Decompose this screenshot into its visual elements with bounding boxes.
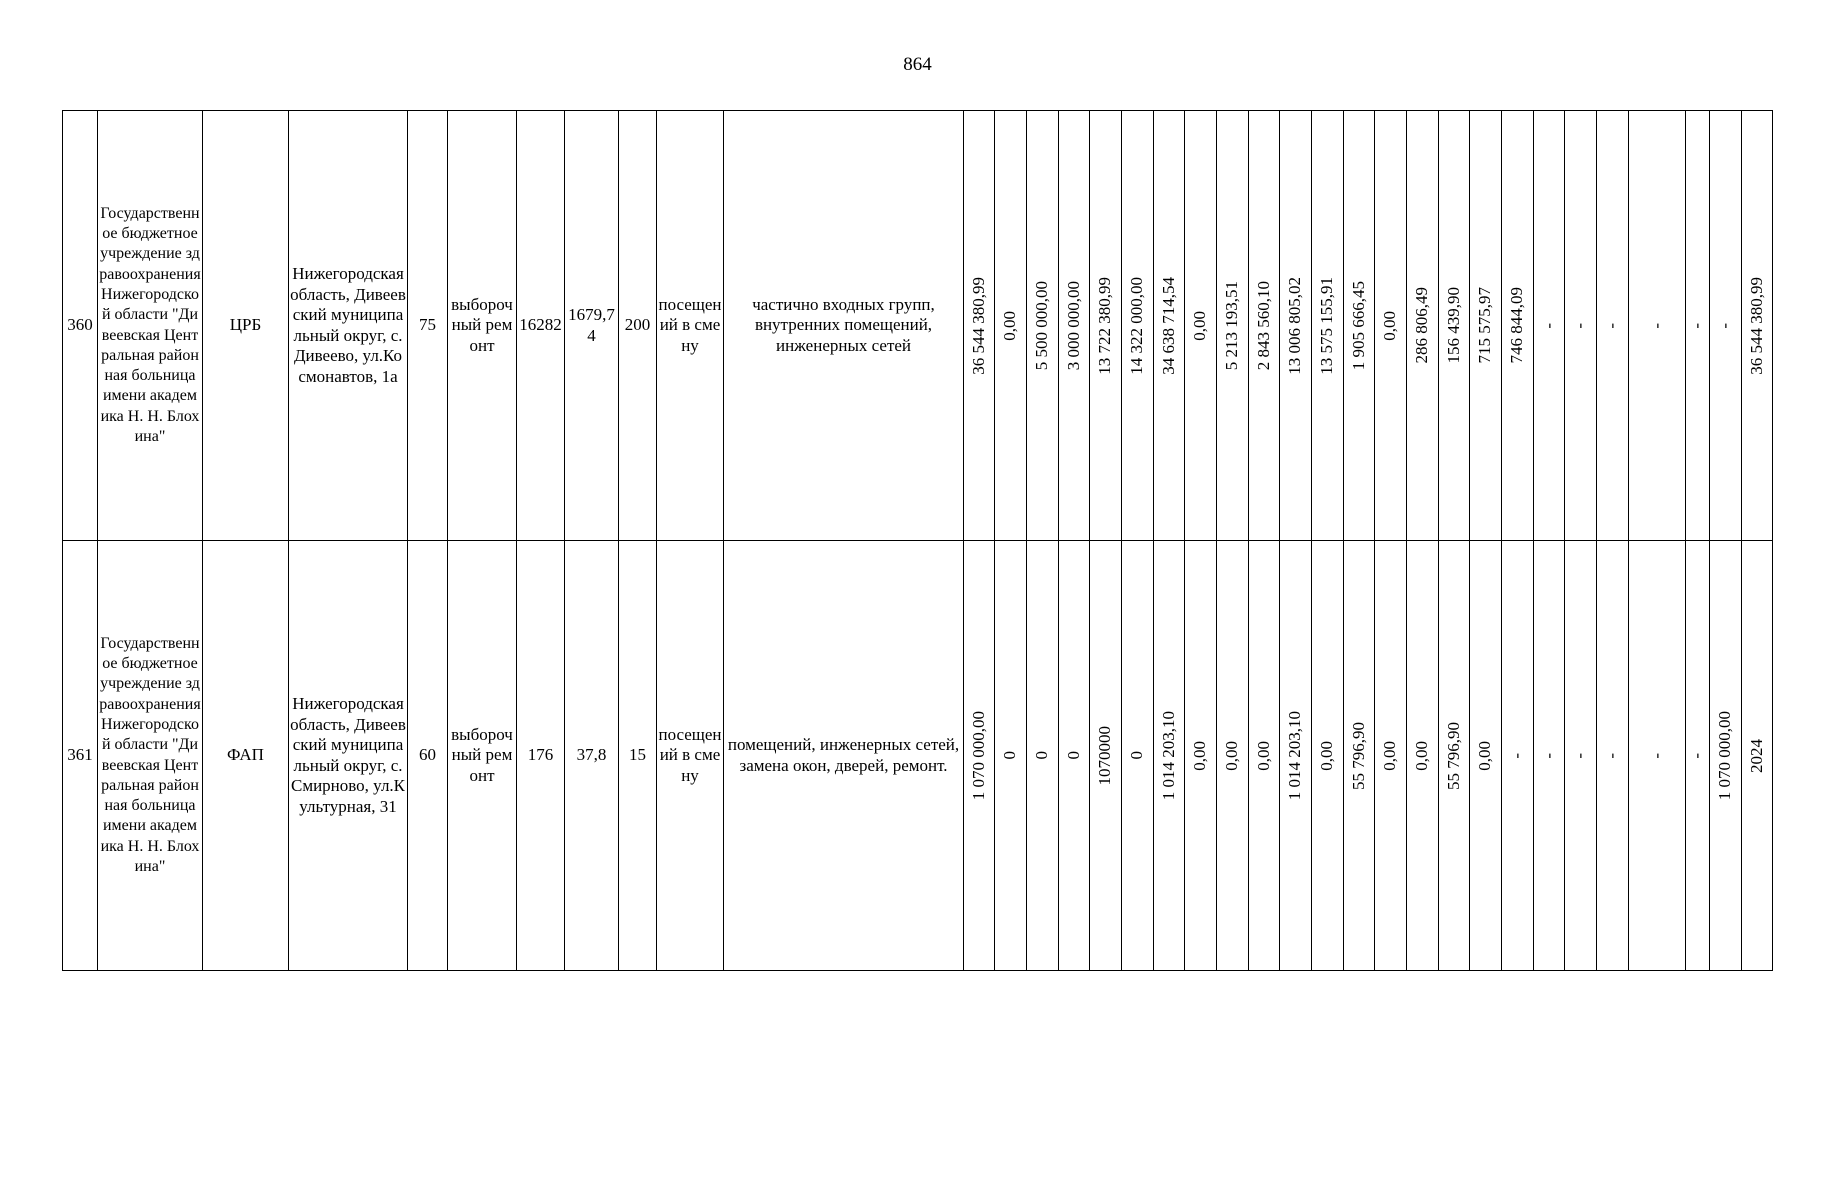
address-text: Нижегородская область, Дивеевский муниципальный округ, с. Дивеево, ул.Космонавтов, 1а [290,264,406,386]
value-text: 156 439,90 [1443,287,1463,364]
value-text: 5 213 193,51 [1222,280,1242,371]
value-text: 14 322 000,00 [1127,276,1147,375]
value-cell [1686,541,1710,971]
repair-type-cell [448,111,517,541]
value-text: 0,00 [1190,740,1210,771]
address-text: Нижегородская область, Дивеевский муниципальный округ, с. Смирново, ул.Культурная, 31 [290,694,406,816]
value-cell [1312,541,1344,971]
value-cell [1439,111,1470,541]
value-text: 0,00 [1190,310,1210,341]
value-cell [1090,111,1122,541]
value-cell [1090,541,1122,971]
value-cell [995,111,1027,541]
value-cell [1027,541,1059,971]
value-cell [1534,541,1565,971]
value-text: 0 [1127,751,1147,760]
value-cell [1375,111,1407,541]
capacity-unit-text: посещений в смену [658,724,722,785]
value-text: 715 575,97 [1475,287,1495,364]
organization-cell [98,541,203,971]
value-text: 55 796,90 [1443,721,1463,790]
value-text: 1 070 000,00 [968,710,988,801]
value-text: 3 000 000,00 [1063,280,1083,371]
area-cell [565,541,619,971]
value-text: - [1715,322,1735,329]
value-text: 0 [1063,751,1083,760]
value-cell [1375,541,1407,971]
value-cell [1534,111,1565,541]
value-text: 286 806,49 [1412,287,1432,364]
value-cell [1502,111,1534,541]
column-7-text: 176 [527,745,554,765]
facility-type-cell [203,541,289,971]
value-cell [1597,111,1629,541]
works-description-cell [724,541,964,971]
value-cell [1629,111,1686,541]
capacity-cell [619,111,657,541]
value-cell [1249,541,1280,971]
value-text: 0 [1000,751,1020,760]
works-description-text: помещений, инженерных сетей, замена окон, дверей, ремонт. [727,735,960,775]
value-cell [964,111,995,541]
value-text: 1 070 000,00 [1715,710,1735,801]
value-cell [1565,111,1597,541]
value-text: 55 796,90 [1348,721,1368,790]
value-cell [1565,541,1597,971]
value-text: - [1538,322,1558,329]
value-cell [1122,111,1154,541]
value-cell [995,541,1027,971]
value-text: 1 014 203,10 [1158,710,1178,801]
value-cell [1059,541,1090,971]
area-text: 37,8 [576,745,607,765]
capacity-text: 15 [629,745,646,765]
value-cell [1710,111,1742,541]
value-cell [1217,541,1249,971]
repair-type-text: выборочный ремонт [451,724,513,785]
column-5-text: 60 [419,745,436,765]
repair-type-text: выборочный ремонт [451,294,513,355]
value-cell [1470,111,1502,541]
table-row [63,541,1773,971]
value-cell [1742,541,1773,971]
works-description-cell [724,111,964,541]
value-cell [1122,541,1154,971]
value-cell [1249,111,1280,541]
row-number-cell [63,111,98,541]
organization-text: Государственное бюджетное учреждение здравоохранения Нижегородской области "Дивеевская Центральная районная больница имени академика Н. Н. Блохина" [99,634,201,875]
value-cell [1742,111,1773,541]
value-cell [1439,541,1470,971]
value-cell [1059,111,1090,541]
value-cell [1154,111,1185,541]
value-cell [1407,541,1439,971]
value-cell [1280,111,1312,541]
facilities-table [62,110,1773,971]
address-cell [289,111,408,541]
value-cell [1027,111,1059,541]
value-text: 36 544 380,99 [1746,276,1766,375]
column-7-text: 16282 [519,315,562,335]
capacity-unit-cell [657,111,724,541]
area-cell [565,111,619,541]
value-text: 34 638 714,54 [1158,276,1178,375]
capacity-unit-cell [657,541,724,971]
value-text: - [1538,752,1558,759]
column-5-cell [408,111,448,541]
column-7-cell [517,111,565,541]
value-cell [1185,541,1217,971]
row-number-text: 361 [67,745,93,765]
table-row [63,111,1773,541]
value-text: 36 544 380,99 [968,276,988,375]
column-7-cell [517,541,565,971]
capacity-unit-text: посещений в смену [658,294,722,355]
value-cell [1407,111,1439,541]
value-text: - [1602,322,1622,329]
value-text: 1 014 203,10 [1285,710,1305,801]
value-text: - [1646,752,1666,759]
value-text: 5 500 000,00 [1032,280,1052,371]
value-text: - [1570,322,1590,329]
value-text: 0,00 [1380,310,1400,341]
facility-type-text: ЦРБ [229,315,262,335]
works-description-text: частично входных групп, внутренних помещений, инженерных сетей [752,294,935,355]
value-text: 2024 [1746,738,1766,773]
value-text: - [1570,752,1590,759]
value-cell [1280,541,1312,971]
page-number: 864 [903,54,932,75]
column-5-text: 75 [419,315,436,335]
value-text: 0,00 [1475,740,1495,771]
value-cell [964,541,995,971]
value-cell [1344,111,1375,541]
value-cell [1629,541,1686,971]
organization-text: Государственное бюджетное учреждение здравоохранения Нижегородской области "Дивеевская Центральная районная больница имени академика Н. Н. Блохина" [99,204,201,445]
row-number-cell [63,541,98,971]
value-cell [1154,541,1185,971]
address-cell [289,541,408,971]
value-text: - [1687,752,1707,759]
value-text: 13 575 155,91 [1317,276,1337,375]
repair-type-cell [448,541,517,971]
table-body [63,111,1773,971]
value-text: - [1646,322,1666,329]
area-text: 1679,74 [568,305,615,345]
row-number-text: 360 [67,315,93,335]
value-cell [1344,541,1375,971]
value-cell [1686,111,1710,541]
value-text: 1 905 666,45 [1348,280,1368,371]
value-cell [1217,111,1249,541]
value-text: 13 722 380,99 [1095,276,1115,375]
value-text: - [1507,752,1527,759]
value-text: 0,00 [1317,740,1337,771]
value-text: 0,00 [1412,740,1432,771]
value-cell [1597,541,1629,971]
value-cell [1710,541,1742,971]
value-text: 1070000 [1095,725,1115,786]
value-cell [1470,541,1502,971]
value-text: 2 843 560,10 [1253,280,1273,371]
column-5-cell [408,541,448,971]
facility-type-text: ФАП [227,745,264,765]
value-cell [1312,111,1344,541]
value-text: 746 844,09 [1507,287,1527,364]
value-text: - [1687,322,1707,329]
value-cell [1185,111,1217,541]
value-text: - [1602,752,1622,759]
organization-cell [98,111,203,541]
facility-type-cell [203,111,289,541]
value-cell [1502,541,1534,971]
value-text: 0,00 [1253,740,1273,771]
value-text: 13 006 805,02 [1285,276,1305,375]
capacity-cell [619,541,657,971]
value-text: 0,00 [1000,310,1020,341]
capacity-text: 200 [624,315,651,335]
value-text: 0,00 [1380,740,1400,771]
value-text: 0,00 [1222,740,1242,771]
value-text: 0 [1032,751,1052,760]
